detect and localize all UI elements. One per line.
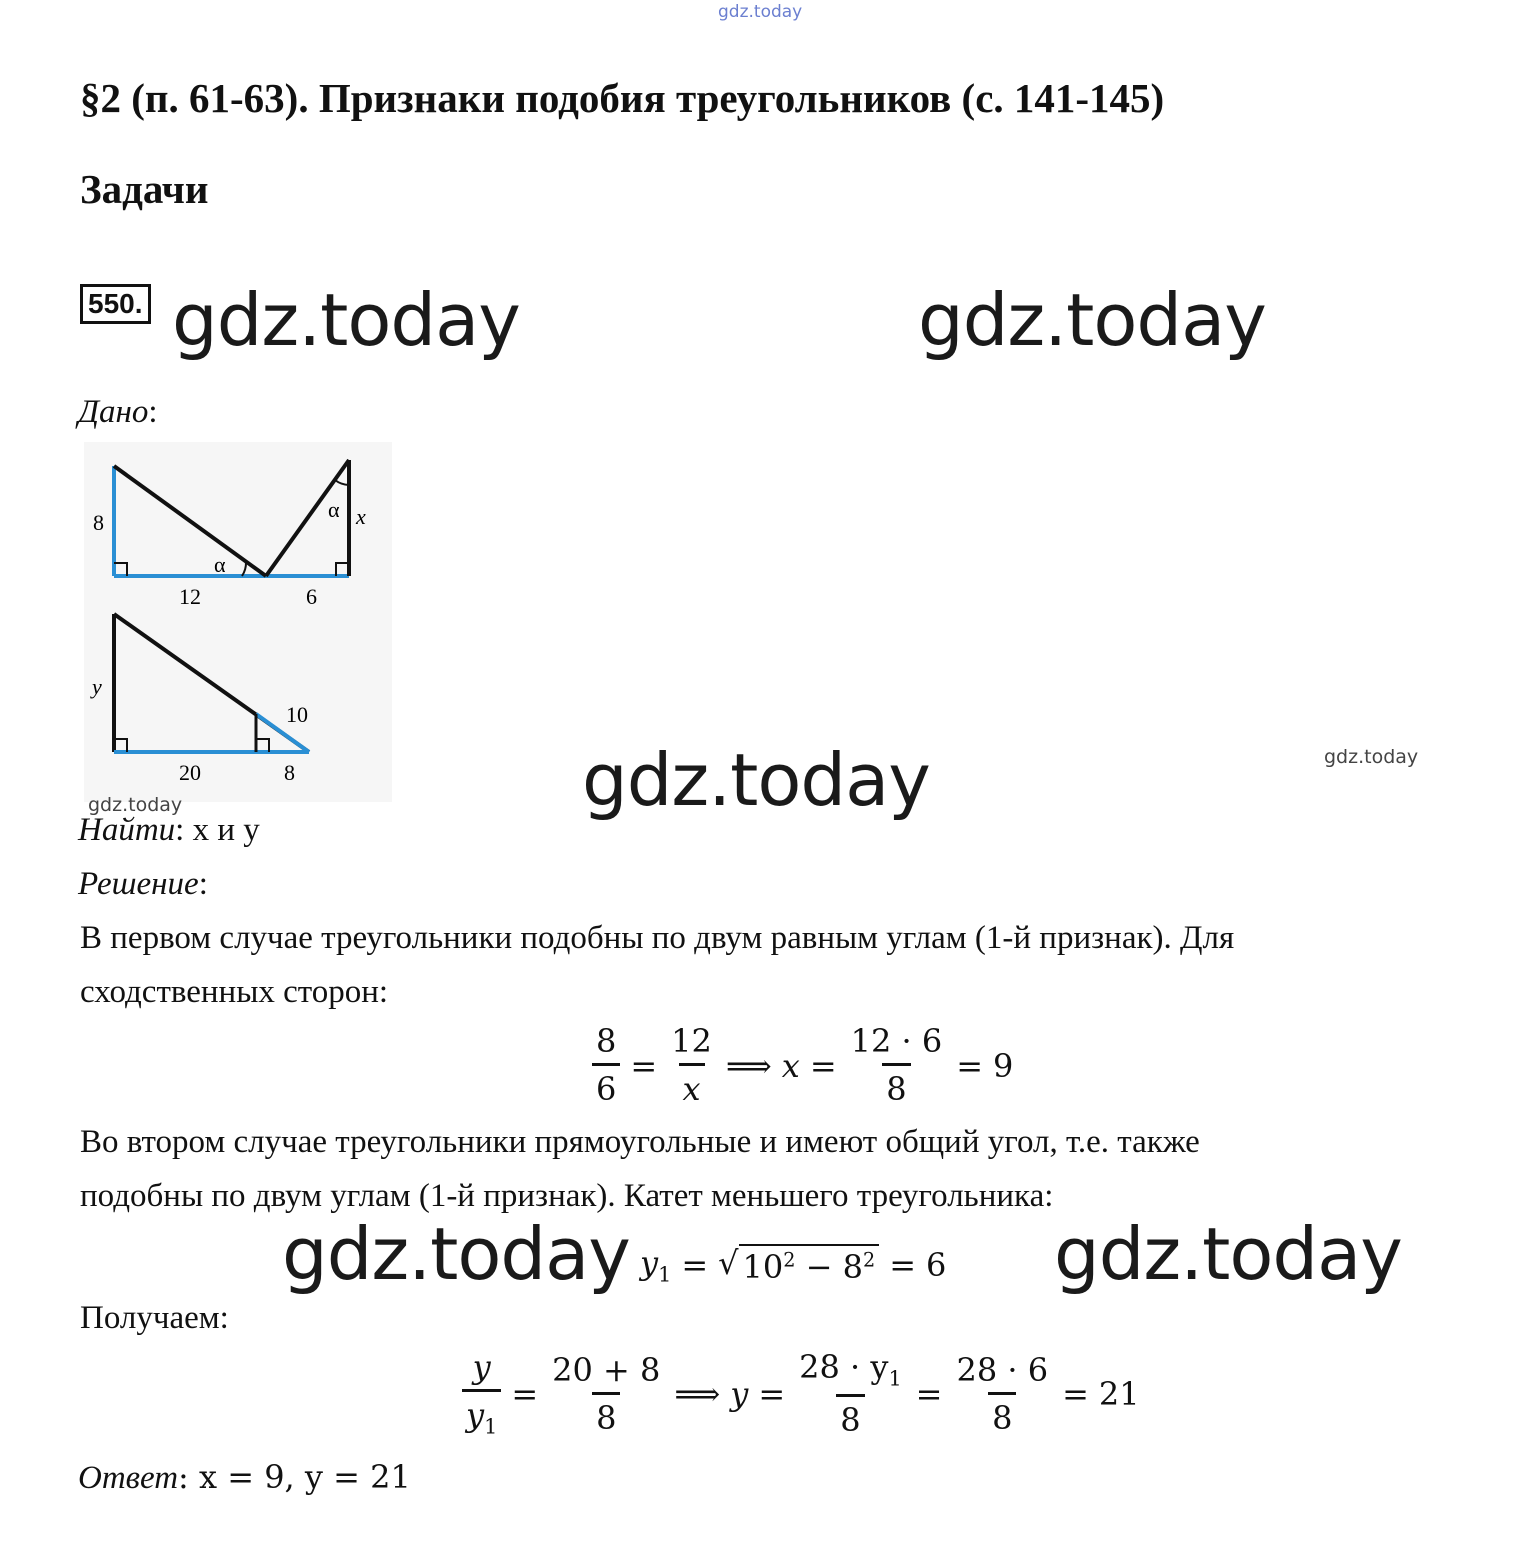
solution-line [78,866,208,903]
eq1-frac-3: $\frac{12 \cdot 6}{8}$ [850,1022,943,1109]
watermark-top: gdz.today [718,2,803,22]
eq2-sqrt: √ $10^2 - 8^2$ [718,1244,879,1286]
fig1-angle-arc-left [242,562,246,576]
eq1-result: 9 [993,1046,1014,1085]
watermark-4: gdz.today [282,1212,630,1296]
find-text: : x и y [175,812,260,848]
figure-svg [84,442,392,802]
equation-2: $y_1$ = √ $10^2 - 8^2$ = 6 [640,1244,947,1287]
section-title: §2 (п. 61-63). Признаки подобия треугольников (с. 141-145) [80,75,1165,121]
watermark-2: gdz.today [918,278,1266,362]
eq3-result: 21 [1098,1375,1140,1414]
watermark-small-right: gdz.today [1324,746,1419,768]
equation-3: $\frac{y}{y_1}$ = $\frac{20 + 8}{8}$ ⟹ y = $\frac{28 \cdot y_1}{8}$ = $\frac{28 \cdot 6}{8}$ = 21 [462,1350,1140,1438]
fig2-label-20: 20 [179,760,201,785]
solution-p2-line1: Во втором случае треугольники прямоугольные и имеют общий угол, т.е. также [80,1124,1200,1160]
given-colon: : [148,394,158,430]
fig1-label-6: 6 [306,584,317,609]
watermark-1: gdz.today [172,278,520,362]
fig2-label-y: y [92,674,102,699]
subsection-title: Задачи [80,166,209,212]
solution-p1-line2: сходственных сторон: [80,974,389,1010]
fig1-left-hyp [114,466,266,576]
solution-p3: Получаем: [80,1300,229,1336]
fig1-label-alpha-left: α [214,552,226,577]
figure-1 [93,460,366,609]
fig1-label-x: x [356,504,366,529]
eq1-frac-1: $\frac{8}{6}$ [592,1024,620,1107]
figure [84,442,392,802]
fig2-label-10: 10 [286,702,308,727]
answer-text: : x = 9, y = 21 [178,1458,411,1496]
eq3-frac-4: $\frac{28 \cdot 6}{8}$ [956,1350,1049,1437]
given-label: Дано [78,394,149,430]
solution-colon: : [198,866,208,902]
answer-line [78,1458,411,1497]
eq3-frac-1: $\frac{y}{y_1}$ [462,1350,501,1438]
solution-p1-line1: В первом случае треугольники подобны по двум равным углам (1-й признак). Для [80,920,1235,956]
fig2-label-8: 8 [284,760,295,785]
eq3-frac-2: $\frac{20 + 8}{8}$ [552,1350,661,1437]
watermark-5: gdz.today [1054,1212,1402,1296]
find-label: Найти [78,812,176,848]
answer-label: Ответ [78,1460,179,1496]
fig1-label-alpha-right: α [328,497,340,522]
watermark-small-figure: gdz.today [88,794,183,816]
watermark-3: gdz.today [582,738,930,822]
eq3-frac-3: $\frac{28 \cdot y_1}{8}$ [799,1348,902,1440]
given-line [78,394,158,431]
fig1-angle-arc-right [335,480,349,485]
eq1-frac-2: $\frac{12}{x}$ [671,1022,712,1109]
eq2-result: 6 [926,1246,947,1285]
solution-p2-line2: подобны по двум углам (1-й признак). Катет меньшего треугольника: [80,1178,1054,1214]
fig1-label-8: 8 [93,510,104,535]
find-line [78,812,260,849]
solution-label: Решение [78,866,199,902]
equation-1: $\frac{8}{6}$ = $\frac{12}{x}$ ⟹ x = $\frac{12 \cdot 6}{8}$ = 9 [592,1024,1013,1107]
fig1-label-12: 12 [179,584,201,609]
task-number: 550. [80,284,151,324]
figure-2 [90,614,309,785]
